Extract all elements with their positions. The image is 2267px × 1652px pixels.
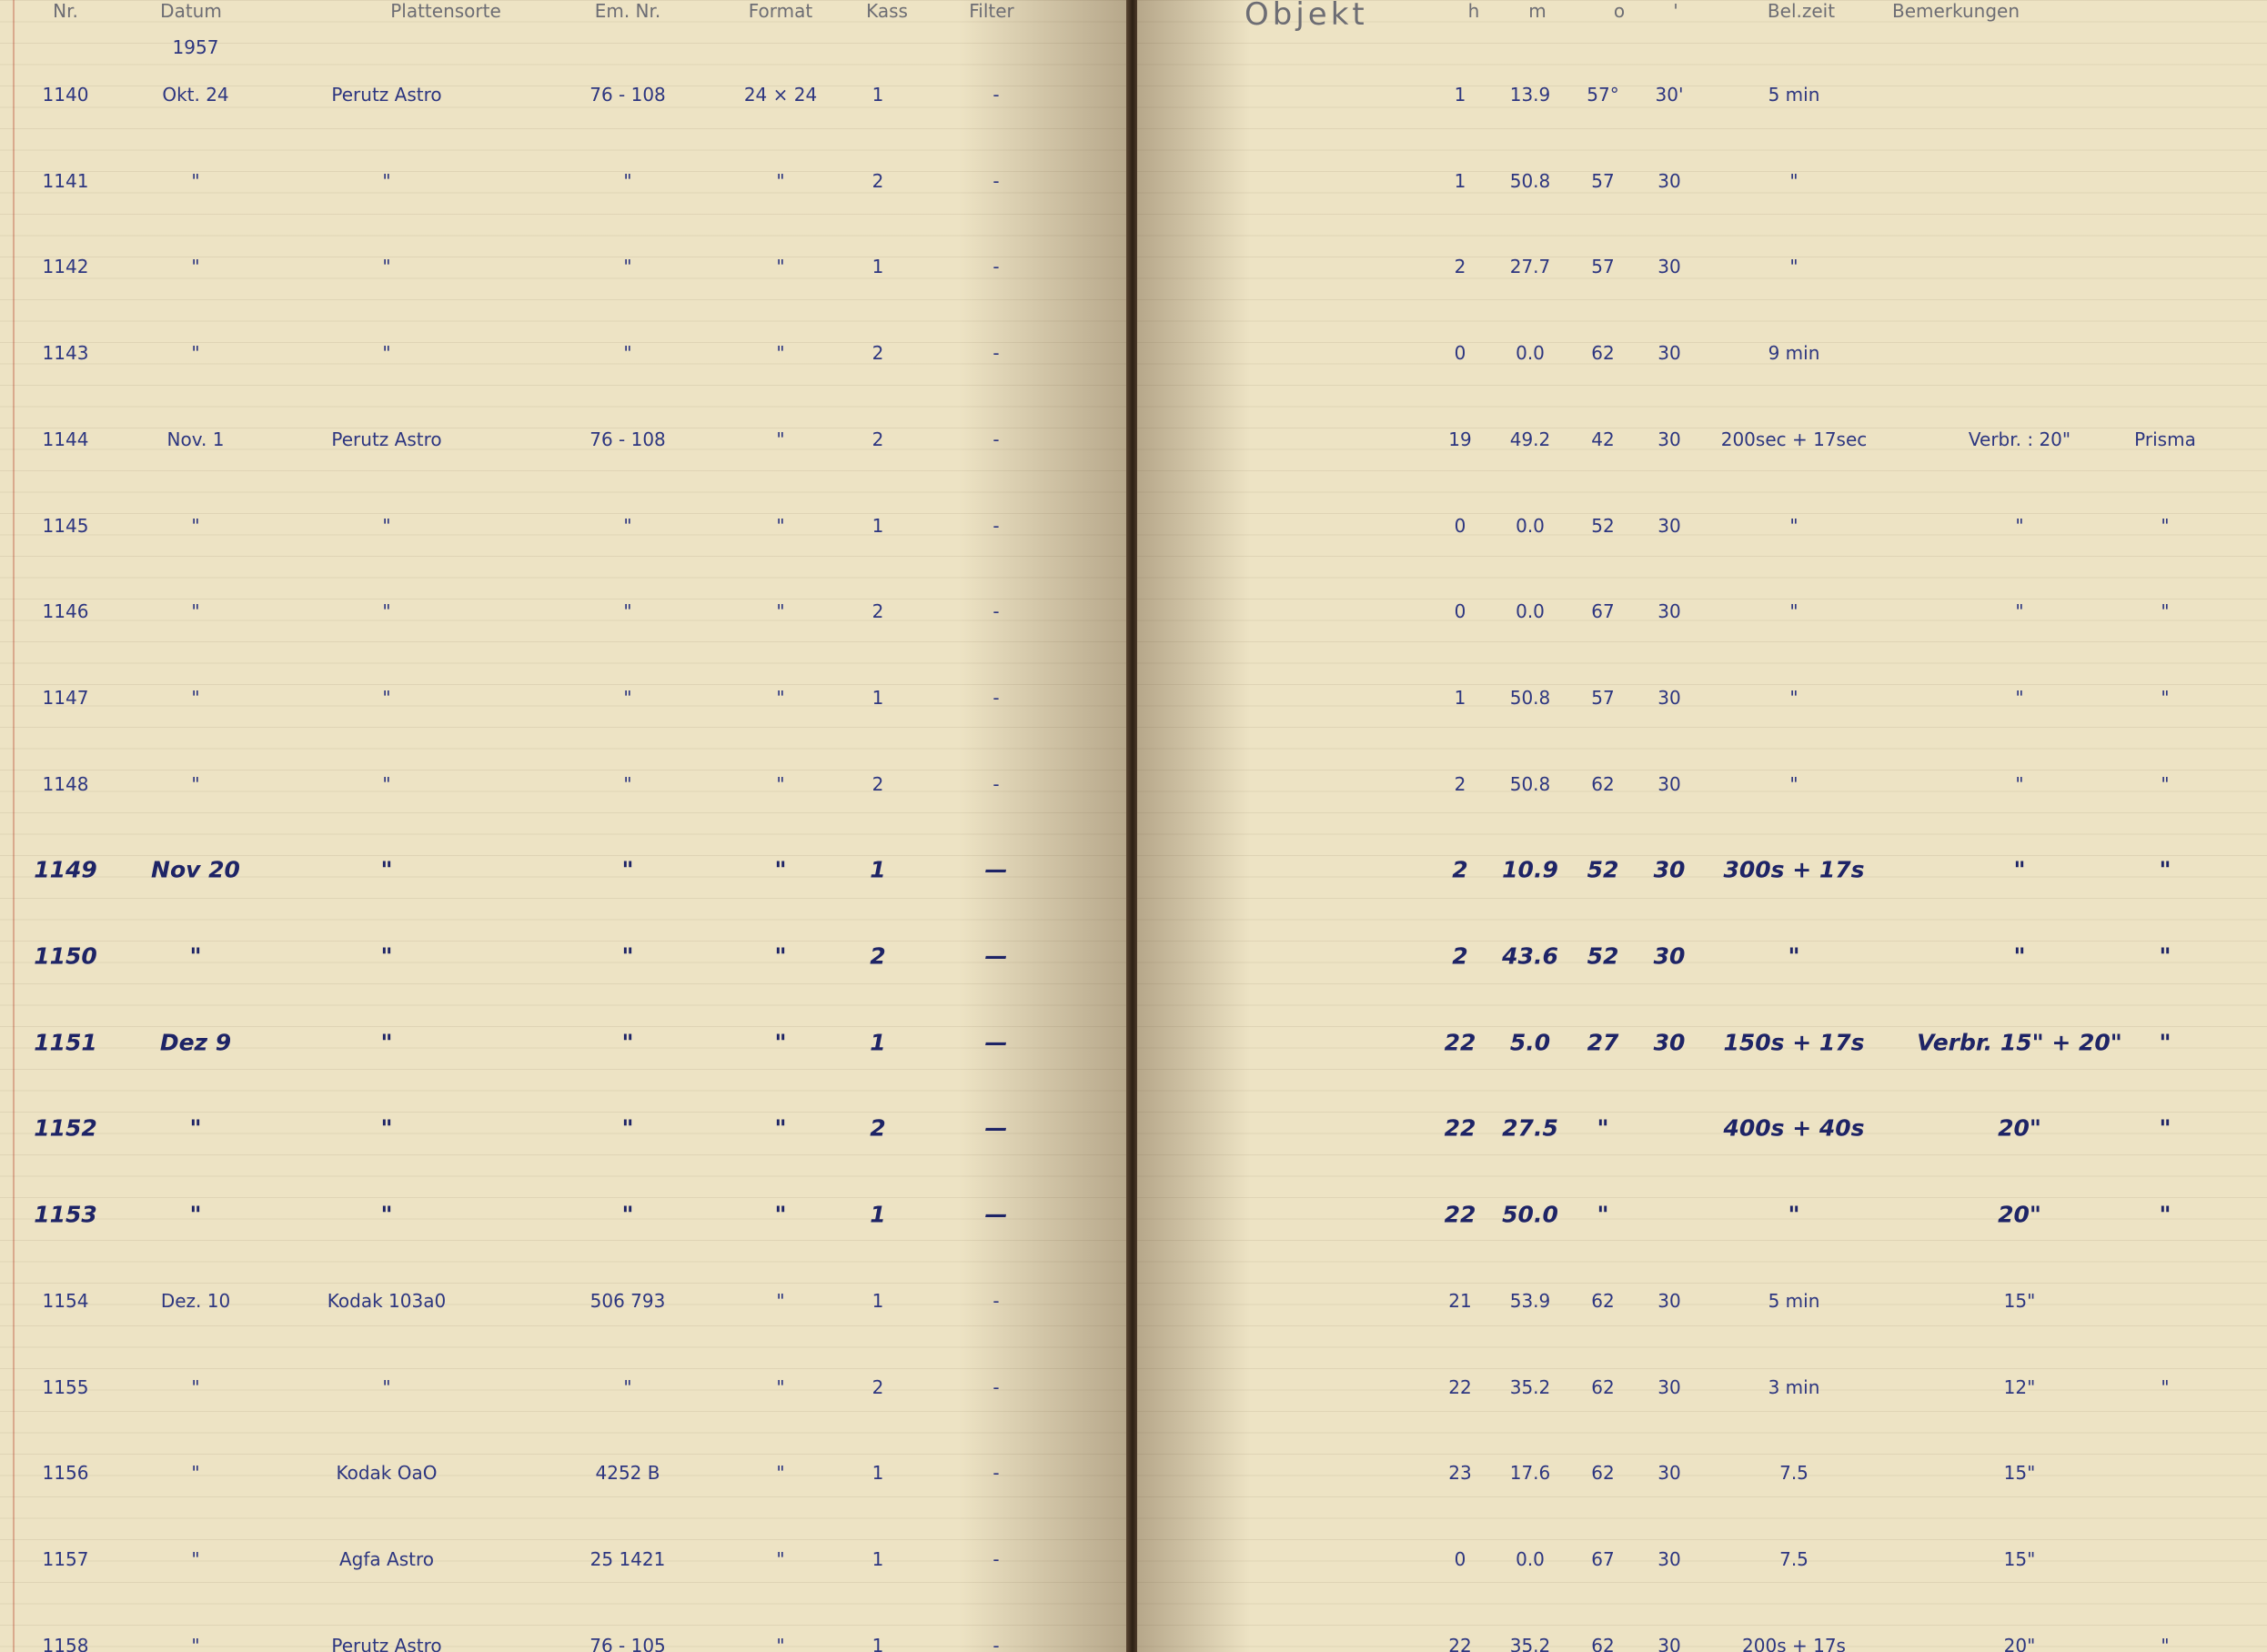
row-m: 50.8 [1509, 169, 1551, 192]
row-verbr: 15" [2003, 1462, 2036, 1485]
row-format: " [776, 1634, 785, 1652]
row-plattensorte: " [380, 1201, 393, 1228]
row-m: 10.9 [1502, 856, 1558, 883]
row-verbr: 12" [2003, 1375, 2036, 1398]
row-datum: Nov. 1 [166, 428, 225, 450]
row-kass: 1 [872, 686, 884, 709]
row-h: 2 [1452, 942, 1468, 970]
row-filter: - [992, 1634, 1000, 1652]
row-filter: - [992, 84, 1000, 106]
row-m: 50.8 [1509, 686, 1551, 709]
row-verbr: " [2015, 772, 2024, 795]
row-plattensorte: Perutz Astro [331, 1634, 442, 1652]
row-h: 1 [1454, 169, 1466, 192]
row-filter: — [984, 1029, 1008, 1056]
header-belzeit: Bel.zeit [1767, 0, 1836, 22]
row-filter: — [984, 1114, 1008, 1142]
row-filter: - [992, 342, 1000, 365]
row-min: 30 [1653, 1029, 1686, 1056]
row-m: 49.2 [1509, 428, 1551, 450]
row-nr: 1141 [42, 169, 89, 192]
row-verbr: Verbr. : 20" [1968, 428, 2071, 450]
row-m: 35.2 [1509, 1375, 1551, 1398]
row-datum: " [191, 600, 200, 623]
row-h: 1 [1454, 686, 1466, 709]
row-plattensorte: Kodak OaO [336, 1462, 438, 1485]
row-filter: - [992, 1462, 1000, 1485]
header-format: Format [748, 0, 813, 22]
row-h: 19 [1448, 428, 1472, 450]
row-deg: 62 [1591, 1375, 1615, 1398]
row-filter: - [992, 1289, 1000, 1312]
row-bemerkungen: Prisma [2134, 428, 2196, 450]
row-min: 30 [1653, 856, 1686, 883]
row-h: 22 [1448, 1634, 1472, 1652]
row-m: 0.0 [1516, 342, 1545, 365]
header-em-nr: Em. Nr. [594, 0, 661, 22]
row-nr: 1140 [42, 84, 89, 106]
row-datum: Nov 20 [151, 856, 240, 883]
row-kass: 1 [872, 1634, 884, 1652]
row-h: 22 [1444, 1114, 1476, 1142]
row-nr: 1144 [42, 428, 89, 450]
row-min: 30 [1653, 942, 1686, 970]
header-filter: Filter [969, 0, 1014, 22]
row-format: " [776, 169, 785, 192]
row-verbr: " [2013, 856, 2026, 883]
row-em-nr: " [623, 342, 632, 365]
row-m: 35.2 [1509, 1634, 1551, 1652]
header-deg: o [1613, 0, 1626, 22]
row-belzeit: 7.5 [1779, 1462, 1809, 1485]
row-plattensorte: " [380, 1114, 393, 1142]
row-deg: 42 [1591, 428, 1615, 450]
row-belzeit: 300s + 17s [1723, 856, 1865, 883]
row-min: 30 [1657, 772, 1681, 795]
row-bemerkungen: " [2161, 1634, 2170, 1652]
row-datum: " [191, 686, 200, 709]
row-nr: 1149 [34, 856, 97, 883]
row-h: 2 [1454, 256, 1466, 278]
row-em-nr: 76 - 108 [589, 84, 666, 106]
row-datum: " [189, 1114, 202, 1142]
row-em-nr: " [623, 256, 632, 278]
row-kass: 2 [870, 942, 886, 970]
row-em-nr: " [623, 169, 632, 192]
margin-line [13, 0, 15, 1652]
row-em-nr: " [623, 514, 632, 537]
row-h: 22 [1444, 1201, 1476, 1228]
row-m: 50.0 [1502, 1201, 1558, 1228]
row-m: 0.0 [1516, 514, 1545, 537]
row-nr: 1156 [42, 1462, 89, 1485]
row-bemerkungen: " [2161, 772, 2170, 795]
row-filter: - [992, 1547, 1000, 1570]
row-kass: 1 [872, 256, 884, 278]
row-plattensorte: " [382, 600, 391, 623]
row-min: 30 [1657, 169, 1681, 192]
row-format: " [776, 256, 785, 278]
row-deg: 57 [1591, 256, 1615, 278]
row-kass: 2 [872, 600, 884, 623]
row-deg: " [1597, 1201, 1609, 1228]
row-deg: 67 [1591, 600, 1615, 623]
row-datum: " [191, 169, 200, 192]
row-min: 30 [1657, 428, 1681, 450]
row-deg: 27 [1587, 1029, 1619, 1056]
row-h: 2 [1452, 856, 1468, 883]
row-plattensorte: " [380, 856, 393, 883]
row-filter: - [992, 686, 1000, 709]
row-plattensorte: " [382, 1375, 391, 1398]
row-plattensorte: " [382, 169, 391, 192]
row-format: " [776, 514, 785, 537]
row-min: 30 [1657, 342, 1681, 365]
row-belzeit: 400s + 40s [1723, 1114, 1865, 1142]
header-nr: Nr. [53, 0, 78, 22]
row-nr: 1143 [42, 342, 89, 365]
row-belzeit: 9 min [1768, 342, 1820, 365]
row-bemerkungen: " [2161, 686, 2170, 709]
row-format: " [776, 1547, 785, 1570]
row-m: 53.9 [1509, 1289, 1551, 1312]
row-nr: 1148 [42, 772, 89, 795]
row-format: " [776, 686, 785, 709]
row-verbr: 20" [1998, 1201, 2041, 1228]
row-deg: 62 [1591, 772, 1615, 795]
row-em-nr: 506 793 [589, 1289, 666, 1312]
row-deg: 52 [1587, 942, 1619, 970]
row-kass: 2 [872, 772, 884, 795]
row-format: " [774, 942, 787, 970]
row-min: 30 [1657, 1462, 1681, 1485]
row-belzeit: " [1788, 942, 1800, 970]
row-m: 0.0 [1516, 1547, 1545, 1570]
row-deg: 67 [1591, 1547, 1615, 1570]
row-datum: " [191, 342, 200, 365]
row-plattensorte: " [382, 342, 391, 365]
row-min: 30 [1657, 1289, 1681, 1312]
row-kass: 2 [872, 342, 884, 365]
row-filter: - [992, 428, 1000, 450]
row-h: 22 [1444, 1029, 1476, 1056]
row-format: " [776, 428, 785, 450]
row-min: 30 [1657, 1634, 1681, 1652]
row-belzeit: 5 min [1768, 84, 1820, 106]
row-em-nr: 76 - 105 [589, 1634, 666, 1652]
row-format: " [774, 1114, 787, 1142]
row-em-nr: " [623, 686, 632, 709]
header-min: ' [1673, 0, 1678, 22]
row-nr: 1147 [42, 686, 89, 709]
row-belzeit: 7.5 [1779, 1547, 1809, 1570]
row-belzeit: " [1789, 169, 1798, 192]
row-kass: 1 [870, 1029, 886, 1056]
header-bemerkungen: Bemerkungen [1891, 0, 2020, 22]
row-format: " [776, 772, 785, 795]
row-belzeit: " [1789, 600, 1798, 623]
row-nr: 1145 [42, 514, 89, 537]
row-min: 30 [1657, 600, 1681, 623]
row-min: 30 [1657, 1375, 1681, 1398]
row-datum: " [191, 1634, 200, 1652]
row-m: 50.8 [1509, 772, 1551, 795]
row-verbr: 15" [2003, 1289, 2036, 1312]
row-min: 30 [1657, 514, 1681, 537]
row-datum: " [191, 514, 200, 537]
header-h: h [1467, 0, 1480, 22]
row-m: 0.0 [1516, 600, 1545, 623]
row-em-nr: " [621, 1201, 634, 1228]
row-em-nr: 76 - 108 [589, 428, 666, 450]
row-filter: — [984, 856, 1008, 883]
left-logbook-page [0, 0, 1128, 1652]
row-em-nr: " [623, 600, 632, 623]
row-belzeit: 150s + 17s [1723, 1029, 1865, 1056]
row-kass: 1 [870, 856, 886, 883]
header-plattensorte: Plattensorte [390, 0, 501, 22]
row-nr: 1152 [34, 1114, 97, 1142]
row-em-nr: " [621, 1029, 634, 1056]
row-deg: " [1597, 1114, 1609, 1142]
row-h: 22 [1448, 1375, 1472, 1398]
row-nr: 1142 [42, 256, 89, 278]
row-belzeit: 5 min [1768, 1289, 1820, 1312]
row-em-nr: " [623, 772, 632, 795]
row-nr: 1150 [34, 942, 97, 970]
row-datum: " [191, 1547, 200, 1570]
row-datum: Dez. 10 [160, 1289, 231, 1312]
row-h: 2 [1454, 772, 1466, 795]
row-filter: - [992, 772, 1000, 795]
row-plattensorte: " [380, 942, 393, 970]
row-kass: 1 [870, 1201, 886, 1228]
row-plattensorte: Kodak 103a0 [327, 1289, 447, 1312]
row-kass: 2 [872, 1375, 884, 1398]
row-nr: 1154 [42, 1289, 89, 1312]
row-verbr: " [2013, 942, 2026, 970]
row-h: 21 [1448, 1289, 1472, 1312]
row-kass: 2 [872, 428, 884, 450]
row-belzeit: " [1789, 514, 1798, 537]
row-min: 30 [1657, 686, 1681, 709]
row-min: 30 [1657, 256, 1681, 278]
row-deg: 62 [1591, 1289, 1615, 1312]
row-nr: 1151 [34, 1029, 97, 1056]
right-logbook-page [1137, 0, 2267, 1652]
row-plattensorte: " [382, 686, 391, 709]
row-nr: 1158 [42, 1634, 89, 1652]
row-kass: 1 [872, 1289, 884, 1312]
row-nr: 1157 [42, 1547, 89, 1570]
row-belzeit: 200sec + 17sec [1720, 428, 1868, 450]
row-verbr: " [2015, 514, 2024, 537]
row-format: " [774, 1029, 787, 1056]
row-belzeit: " [1789, 686, 1798, 709]
row-verbr: 20" [1998, 1114, 2041, 1142]
row-nr: 1146 [42, 600, 89, 623]
row-m: 13.9 [1509, 84, 1551, 106]
row-h: 0 [1454, 600, 1466, 623]
row-datum: " [189, 942, 202, 970]
row-plattensorte: Perutz Astro [331, 84, 442, 106]
row-m: 43.6 [1502, 942, 1558, 970]
row-plattensorte: " [382, 772, 391, 795]
row-kass: 1 [872, 514, 884, 537]
row-nr: 1155 [42, 1375, 89, 1398]
header-objekt: Objekt [1244, 0, 1368, 33]
row-datum: " [191, 1375, 200, 1398]
row-min: 30 [1657, 1547, 1681, 1570]
row-filter: - [992, 256, 1000, 278]
row-plattensorte: " [382, 256, 391, 278]
row-h: 23 [1448, 1462, 1472, 1485]
row-format: " [774, 1201, 787, 1228]
row-em-nr: " [623, 1375, 632, 1398]
row-belzeit: 3 min [1768, 1375, 1820, 1398]
row-deg: 52 [1591, 514, 1615, 537]
row-datum: " [189, 1201, 202, 1228]
row-plattensorte: Perutz Astro [331, 428, 442, 450]
row-datum: " [191, 256, 200, 278]
row-filter: — [984, 1201, 1008, 1228]
row-h: 0 [1454, 1547, 1466, 1570]
row-format: " [776, 342, 785, 365]
row-em-nr: " [621, 1114, 634, 1142]
row-datum: Dez 9 [159, 1029, 232, 1056]
row-kass: 2 [870, 1114, 886, 1142]
row-bemerkungen: " [2159, 1201, 2171, 1228]
row-deg: 57 [1591, 169, 1615, 192]
row-verbr: 20" [2003, 1634, 2036, 1652]
row-format: " [776, 600, 785, 623]
row-min: 30' [1655, 84, 1684, 106]
row-bemerkungen: " [2161, 514, 2170, 537]
row-format: " [774, 856, 787, 883]
row-filter: — [984, 942, 1008, 970]
row-kass: 1 [872, 1462, 884, 1485]
row-filter: - [992, 1375, 1000, 1398]
row-bemerkungen: " [2159, 856, 2171, 883]
row-belzeit: " [1788, 1201, 1800, 1228]
row-filter: - [992, 600, 1000, 623]
row-m: 17.6 [1509, 1462, 1551, 1485]
row-bemerkungen: " [2161, 1375, 2170, 1398]
row-kass: 2 [872, 169, 884, 192]
row-format: " [776, 1462, 785, 1485]
row-format: 24 × 24 [743, 84, 818, 106]
row-bemerkungen: " [2159, 942, 2171, 970]
row-em-nr: 4252 B [595, 1462, 660, 1485]
row-filter: - [992, 169, 1000, 192]
header-m: m [1528, 0, 1547, 22]
row-deg: 52 [1587, 856, 1619, 883]
row-kass: 1 [872, 84, 884, 106]
row-deg: 57° [1587, 84, 1619, 106]
row-datum: " [191, 1462, 200, 1485]
row-plattensorte: Agfa Astro [339, 1547, 434, 1570]
row-deg: 62 [1591, 342, 1615, 365]
row-bemerkungen: " [2159, 1114, 2171, 1142]
row-bemerkungen: " [2159, 1029, 2171, 1056]
row-nr: 1153 [34, 1201, 97, 1228]
row-plattensorte: " [382, 514, 391, 537]
row-belzeit: " [1789, 772, 1798, 795]
row-plattensorte: " [380, 1029, 393, 1056]
row-verbr: 15" [2003, 1547, 2036, 1570]
row-verbr: " [2015, 600, 2024, 623]
row-m: 27.7 [1509, 256, 1551, 278]
year-label: 1957 [172, 36, 219, 58]
row-h: 0 [1454, 342, 1466, 365]
row-format: " [776, 1375, 785, 1398]
row-kass: 1 [872, 1547, 884, 1570]
row-verbr: Verbr. 15" + 20" [1917, 1029, 2122, 1056]
row-belzeit: " [1789, 256, 1798, 278]
row-em-nr: 25 1421 [589, 1547, 666, 1570]
row-verbr: " [2015, 686, 2024, 709]
row-m: 27.5 [1502, 1114, 1558, 1142]
row-deg: 62 [1591, 1462, 1615, 1485]
row-belzeit: 200s + 17s [1742, 1634, 1846, 1652]
row-deg: 57 [1591, 686, 1615, 709]
row-format: " [776, 1289, 785, 1312]
row-bemerkungen: " [2161, 600, 2170, 623]
row-h: 0 [1454, 514, 1466, 537]
row-datum: " [191, 772, 200, 795]
row-filter: - [992, 514, 1000, 537]
row-h: 1 [1454, 84, 1466, 106]
row-deg: 62 [1591, 1634, 1615, 1652]
row-em-nr: " [621, 942, 634, 970]
header-kass: Kass [866, 0, 908, 22]
row-em-nr: " [621, 856, 634, 883]
header-datum: Datum [160, 0, 222, 22]
row-m: 5.0 [1509, 1029, 1551, 1056]
row-datum: Okt. 24 [162, 84, 229, 106]
